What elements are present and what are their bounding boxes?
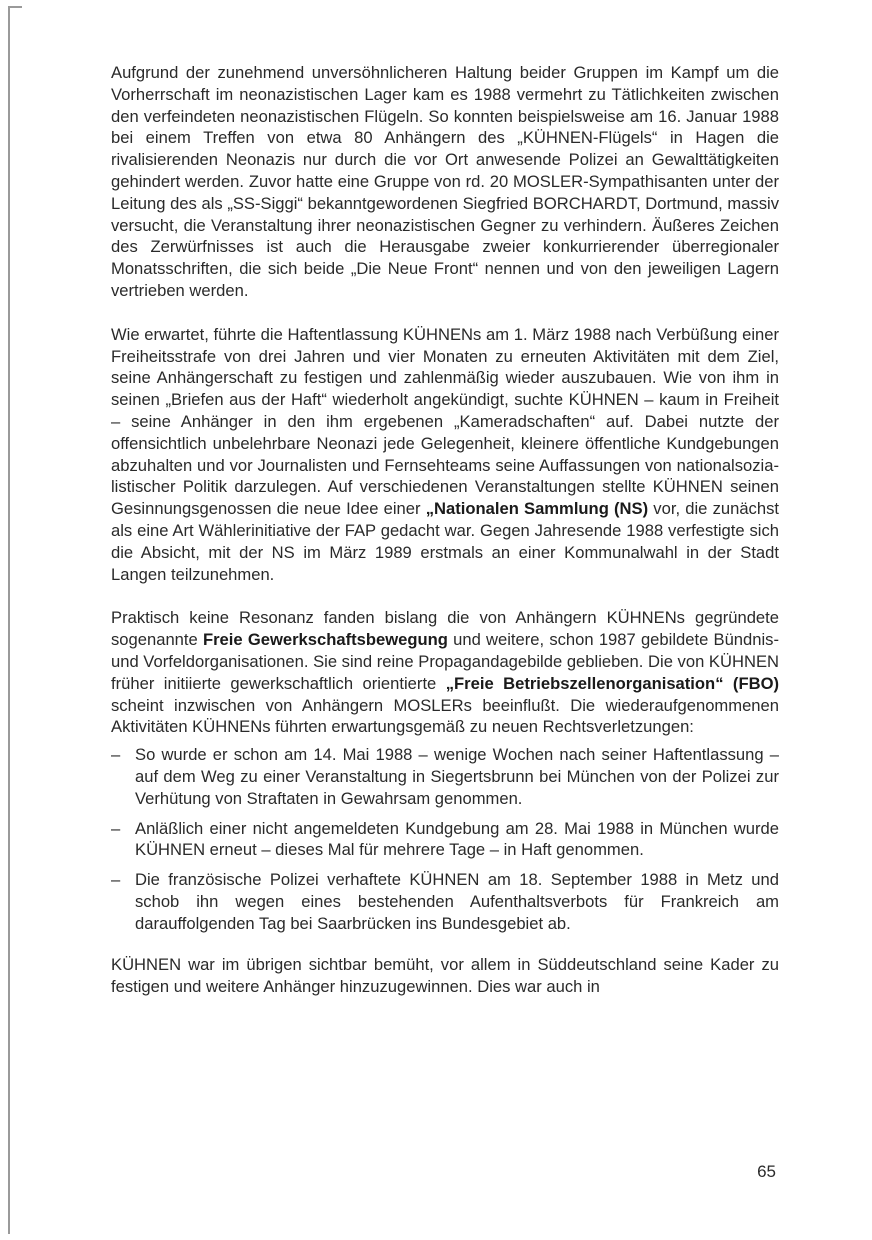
incident-list (111, 744, 779, 934)
list-item (111, 744, 779, 809)
term-freie-gewerkschaftsbewegung: Freie Gewerkschaftsbewegung (202, 630, 448, 650)
list-dash: – (111, 745, 121, 765)
term-nationale-sammlung: „Nationalen Sammlung (NS) (425, 499, 649, 519)
paragraph-3-text-a: Praktisch keine Resonanz fanden bislang die von Anhängern KÜHNENs gegründete sogenannte (111, 608, 779, 650)
paragraph-3 (111, 607, 779, 738)
body-text (111, 62, 779, 1020)
binding-edge-line (8, 6, 10, 1234)
list-item-text: Die französische Polizei verhaftete KÜHNEN am 18. September 1988 in Metz und schob ihn wegen eines bestehenden Aufenthaltsverbots für Frankreich am darauffolgenden Tag bei Saarbrücken ins Bundesgebiet ab. (135, 870, 779, 933)
binding-corner-mark (8, 6, 22, 8)
paragraph-closing: KÜHNEN war im übrigen sichtbar bemüht, vor allem in Süddeutschland seine Kader zu festigen und weitere Anhänger hinzuzugewinnen. Dies war auch in (111, 955, 779, 997)
paragraph-1: Aufgrund der zunehmend unversöhnlicheren Haltung beider Gruppen im Kampf um die Vorherrschaft im neonazistischen Lager kam es 1988 vermehrt zu Tätlichkeiten zwischen den verfeindeten neonazistischen Flügeln. So konnten beispielsweise am 16. Januar 1988 bei einem Treffen von etwa 80 Anhängern des „KÜHNEN-Flügels“ in Hagen die rivalisierenden Neonazis nur durch die vor Ort anwesende Polizei an Gewalttätigkeiten gehindert werden. Zuvor hatte eine Gruppe von rd. 20 MOSLER-Sympathisanten unter der Leitung des als „SS-Siggi“ bekanntgewordenen Siegfried BORCHARDT, Dortmund, massiv versucht, die Veranstaltung ihrer neonazistischen Gegner zu verhindern. Äußeres Zeichen des Zerwürfnisses ist auch die Herausgabe zweier konkurrierender überregionaler Monatsschriften, die sich beide „Die Neue Front“ nennen und von den jeweiligen Lagern vertrieben werden. (111, 63, 779, 300)
list-dash: – (111, 818, 121, 838)
page-number: 65 (757, 1162, 776, 1181)
paragraph-3-text-c: scheint inzwischen von Anhängern MOSLERs beeinflußt. Die wiederaufgenommenen Aktivitäten KÜHNENs führten erwartungsgemäß zu neuen Rechtsverletzungen: (111, 695, 779, 737)
paragraph-2 (111, 324, 779, 586)
list-item-text: Anläßlich einer nicht angemeldeten Kundgebung am 28. Mai 1988 in München wurde KÜHNEN erneut – dieses Mal für mehrere Tage – in Haft genommen. (135, 818, 779, 860)
list-dash: – (111, 870, 121, 890)
paragraph-2-text-a: Wie erwartet, führte die Haftentlassung KÜHNENs am 1. März 1988 nach Verbüßung einer Freiheitsstrafe von drei Jahren und vier Monaten zu erneuten Aktivitäten mit dem Ziel, seine Anhängerschaft zu festigen und zahlenmäßig wieder auszubauen. Wie von ihm in seinen „Briefen aus der Haft“ wiederholt angekündigt, suchte KÜHNEN – kaum in Freiheit – seine Anhänger in den ihm ergebenen „Kameradschaften“ auf. Dabei nutzte der offensichtlich unbelehrbare Neonazi jede Gelegenheit, kleinere öffentliche Kundgebungen abzuhalten und vor Journalisten und Fernsehteams seine Auffassungen von nationalsozialistischer Politik darzulegen. Auf verschiedenen Veranstaltungen stellte KÜHNEN seinen Gesinnungsgenossen die neue Idee einer (111, 324, 779, 519)
paragraph-2-text-b: vor, die zunächst als eine Art Wählerinitiative der FAP gedacht war. Gegen Jahresende 1988 verfestigte sich die Absicht, mit der NS im März 1989 erstmals an einer Kommunalwahl in der Stadt Langen teilzunehmen. (111, 499, 779, 584)
term-fbo: „Freie Betriebszellenorganisation“ (FBO) (445, 673, 779, 693)
list-item (111, 818, 779, 862)
list-item (111, 869, 779, 934)
paragraph-3-text-b: und weitere, schon 1987 gebildete Bündnis- und Vorfeldorganisationen. Sie sind reine Propagandagebilde geblieben. Die von KÜHNEN früher initiierte gewerkschaftlich orientierte (111, 630, 779, 693)
list-item-text: So wurde er schon am 14. Mai 1988 – wenige Wochen nach seiner Haftentlassung – auf dem Weg zu einer Veranstaltung in Siegertsbrunn bei München von der Polizei zur Verhütung von Straftaten in Gewahrsam genommen. (135, 745, 779, 808)
